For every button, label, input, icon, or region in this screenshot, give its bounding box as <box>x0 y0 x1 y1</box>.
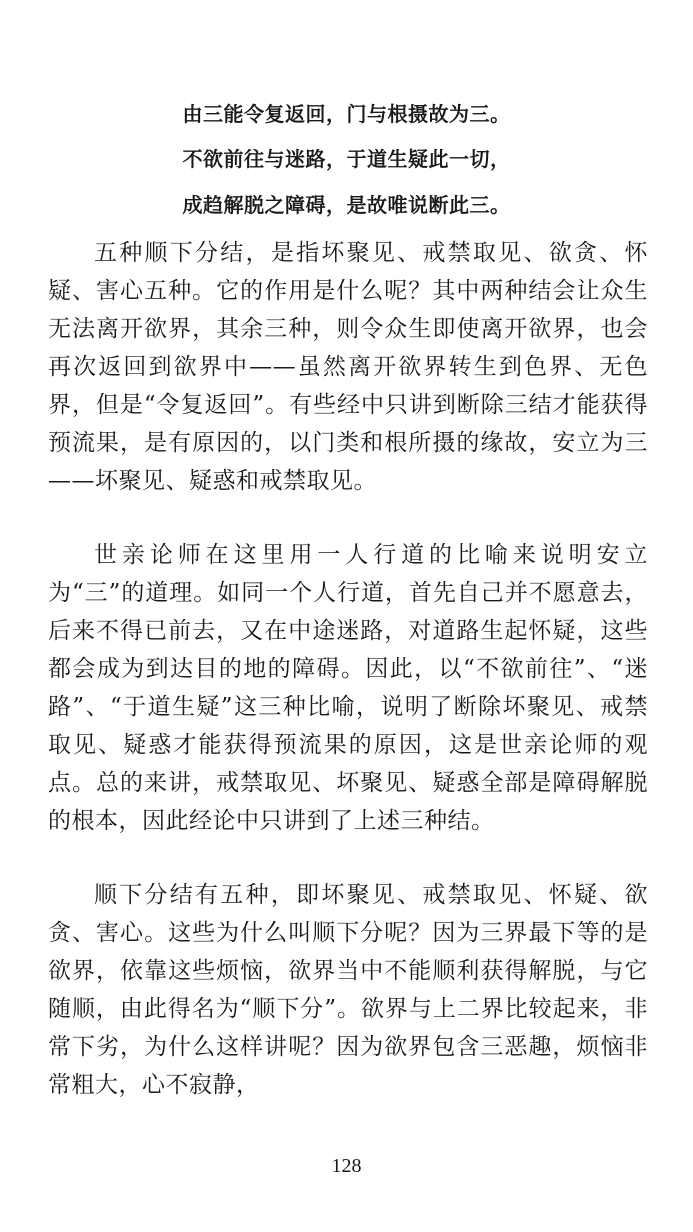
verse-line-3: 成趋解脱之障碍，是故唯说断此三。 <box>182 193 511 217</box>
verse-line-1: 由三能令复返回，门与根摄故为三。 <box>182 102 511 126</box>
page-number: 128 <box>331 1155 362 1177</box>
verse-line-2: 不欲前往与迷路，于道生疑此一切， <box>182 147 511 171</box>
paragraph-3: 顺下分结有五种，即坏聚见、戒禁取见、怀疑、欲贪、害心。这些为什么叫顺下分呢？因为三界最下等的是欲界，依靠这些烦恼，欲界当中不能顺利获得解脱，与它随顺，由此得名为“顺下分”。欲界与上二界比较起来，非常下劣，为什么这样讲呢？因为欲界包含三恶趣，烦恼非常粗大，心不寂静， <box>48 882 648 1098</box>
paragraph-2: 世亲论师在这里用一人行道的比喻来说明安立为“三”的道理。如同一个人行道，首先自己并不愿意去，后来不得已前去，又在中途迷路，对道路生起怀疑，这些都会成为到达目的地的障碍。因此，以“不欲前往”、“迷路”、“于道生疑”这三种比喻，说明了断除坏聚见、戒禁取见、疑惑才能获得预流果的原因，这是世亲论师的观点。总的来讲，戒禁取见、坏聚见、疑惑全部是障碍解脱的根本，因此经论中只讲到了上述三种结。 <box>48 542 648 834</box>
paragraph-1: 五种顺下分结，是指坏聚见、戒禁取见、欲贪、怀疑、害心五种。它的作用是什么呢？其中两种结会让众生无法离开欲界，其余三种，则令众生即使离开欲界，也会再次返回到欲界中——虽然离开欲界转生到色界、无色界，但是“令复返回”。有些经中只讲到断除三结才能获得预流果，是有原因的，以门类和根所摄的缘故，安立为三——坏聚见、疑惑和戒禁取见。 <box>48 240 648 494</box>
